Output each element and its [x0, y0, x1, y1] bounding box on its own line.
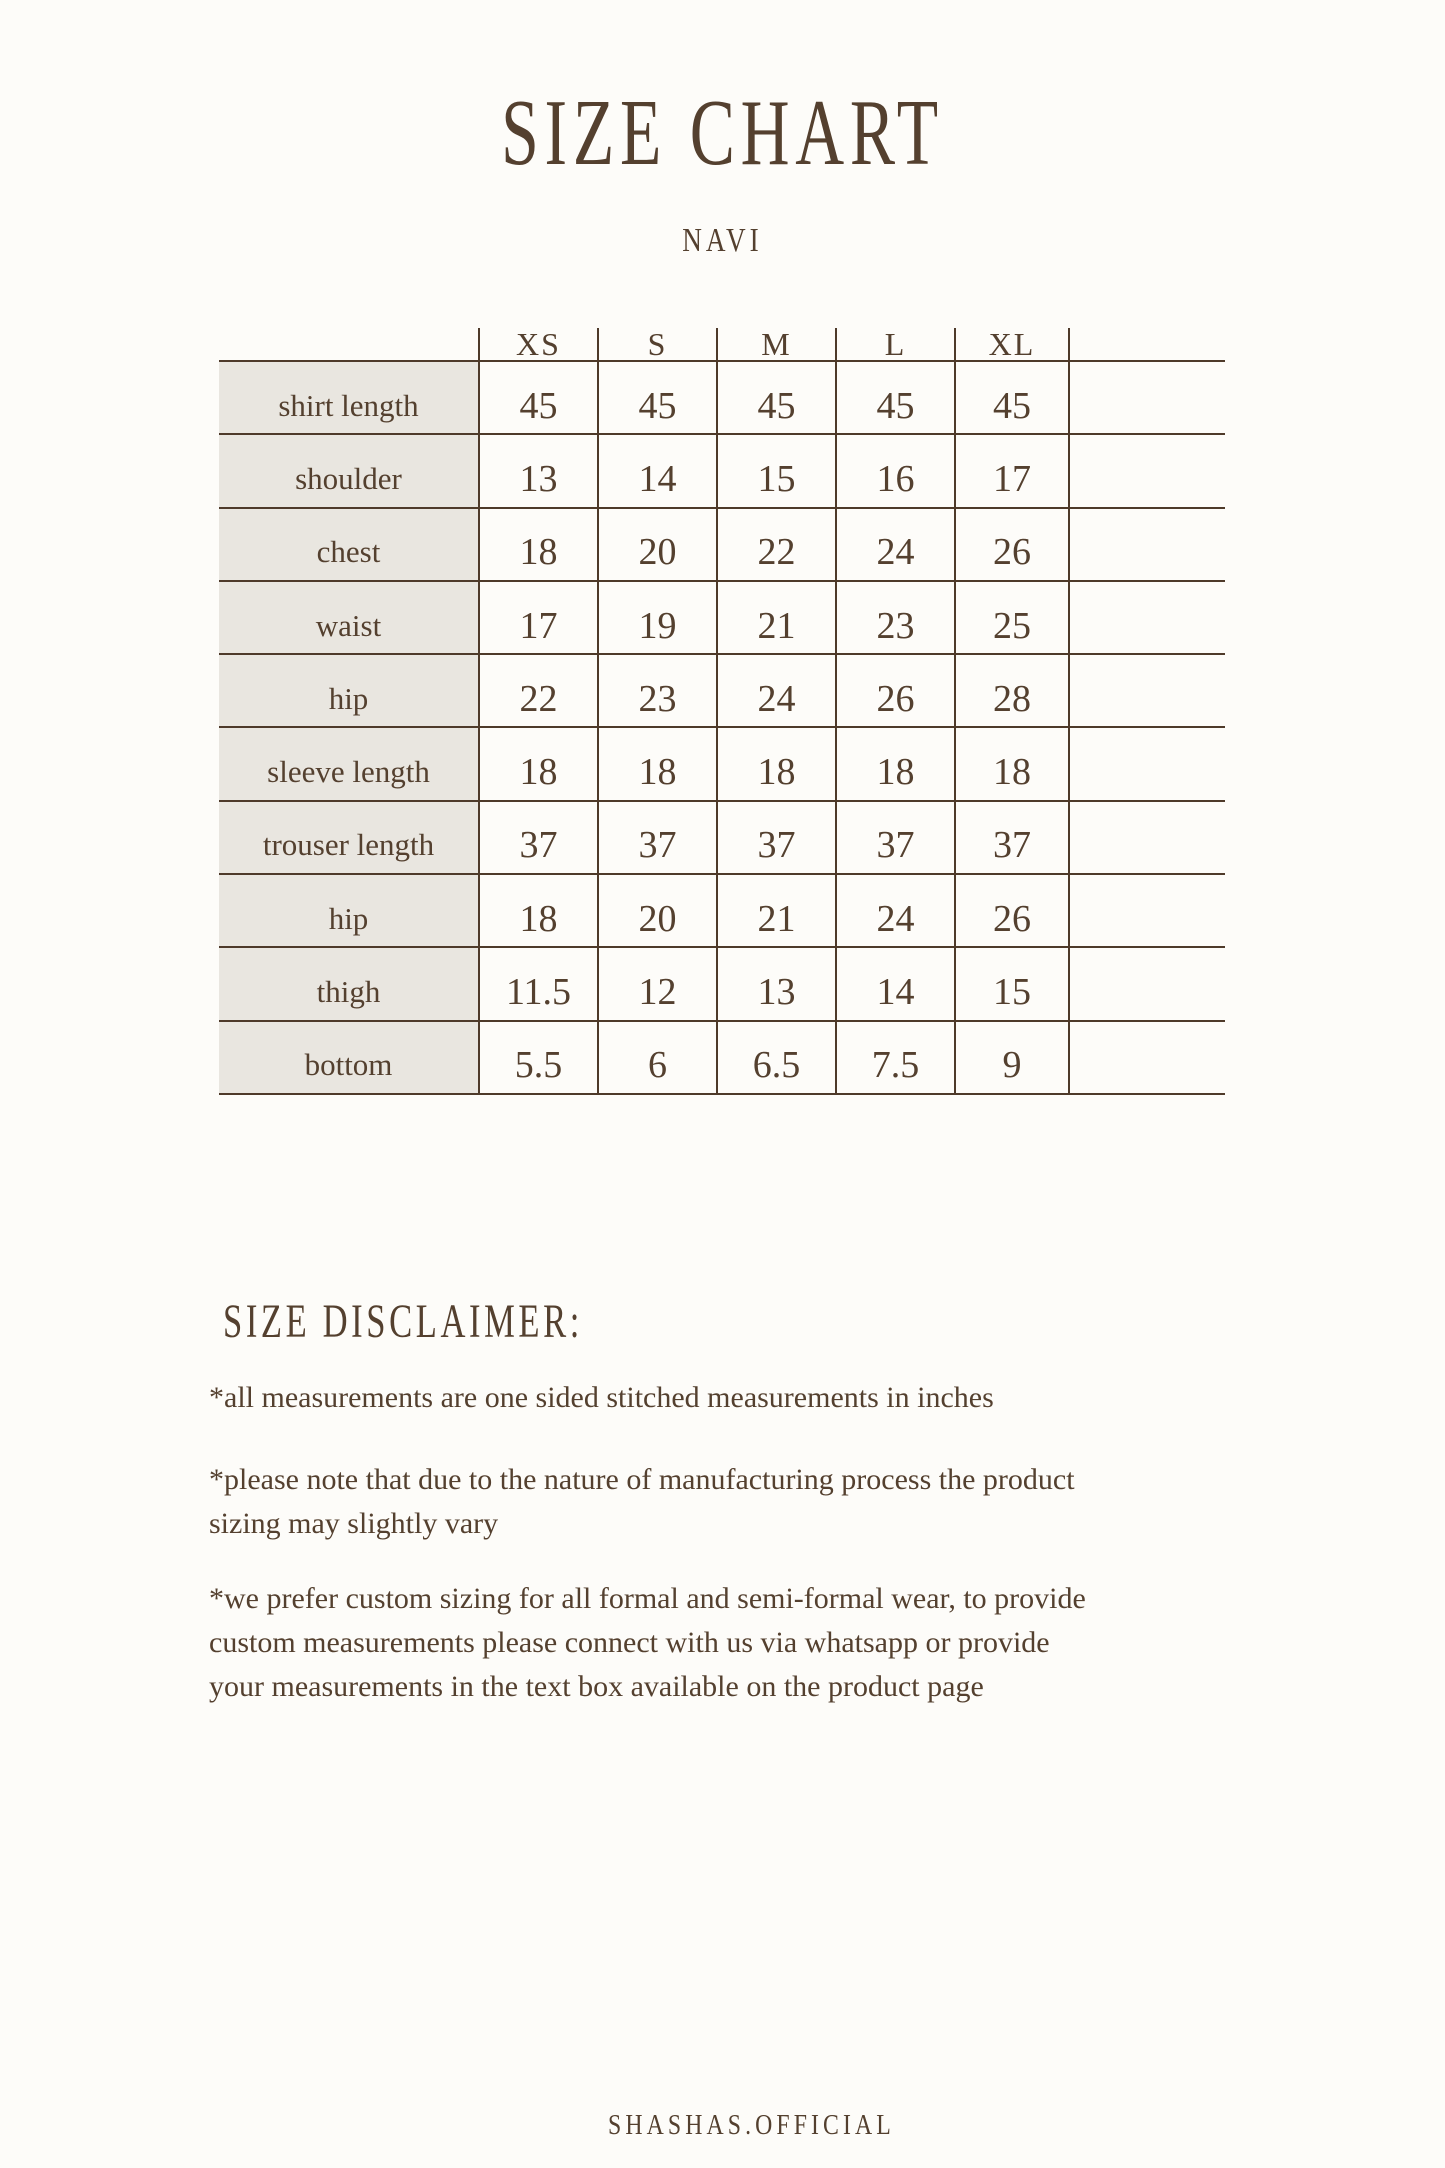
- size-value-cell: 45: [718, 362, 837, 435]
- disclaimer-line: your measurements in the text box available on the product page: [209, 1670, 984, 1703]
- empty-cell: [1070, 655, 1225, 728]
- size-value-cell: 25: [956, 582, 1070, 655]
- size-value-cell: 45: [480, 362, 599, 435]
- size-value-cell: 24: [837, 875, 956, 948]
- disclaimer-paragraph: [209, 1376, 1289, 1420]
- size-value-cell: 37: [480, 802, 599, 875]
- empty-cell: [1070, 435, 1225, 508]
- page-title: SIZE CHART: [501, 81, 944, 185]
- disclaimer-paragraph: [209, 1577, 1289, 1709]
- size-value-cell: 24: [718, 655, 837, 728]
- size-column-header: L: [837, 328, 956, 362]
- size-value-cell: 5.5: [480, 1022, 599, 1095]
- size-value-cell: 37: [956, 802, 1070, 875]
- size-value-cell: 37: [599, 802, 718, 875]
- size-value-cell: 6: [599, 1022, 718, 1095]
- size-value-cell: 23: [599, 655, 718, 728]
- row-label: trouser length: [219, 802, 480, 875]
- size-value-cell: 18: [480, 875, 599, 948]
- size-value-cell: 6.5: [718, 1022, 837, 1095]
- row-label: bottom: [219, 1022, 480, 1095]
- size-value-cell: 18: [718, 728, 837, 801]
- product-name: NAVI: [682, 222, 763, 259]
- table-corner-cell: [219, 328, 480, 362]
- disclaimer-line: sizing may slightly vary: [209, 1507, 499, 1540]
- disclaimer-line: *please note that due to the nature of manufacturing process the product: [209, 1463, 1075, 1496]
- size-value-cell: 45: [956, 362, 1070, 435]
- size-value-cell: 17: [480, 582, 599, 655]
- size-value-cell: 26: [956, 875, 1070, 948]
- size-value-cell: 11.5: [480, 948, 599, 1021]
- size-value-cell: 18: [480, 509, 599, 582]
- disclaimer-paragraph: [209, 1458, 1289, 1546]
- empty-cell: [1070, 802, 1225, 875]
- row-label: shirt length: [219, 362, 480, 435]
- size-value-cell: 18: [837, 728, 956, 801]
- brand-footer: SHASHAS.OFFICIAL: [608, 2109, 895, 2141]
- size-column-header: S: [599, 328, 718, 362]
- size-value-cell: 12: [599, 948, 718, 1021]
- size-table: [219, 325, 1225, 1095]
- row-label: sleeve length: [219, 728, 480, 801]
- size-value-cell: 24: [837, 509, 956, 582]
- size-value-cell: 21: [718, 875, 837, 948]
- size-value-cell: 26: [837, 655, 956, 728]
- size-value-cell: 16: [837, 435, 956, 508]
- size-value-cell: 19: [599, 582, 718, 655]
- size-value-cell: 15: [718, 435, 837, 508]
- size-column-header: XS: [480, 328, 599, 362]
- size-column-header: XL: [956, 328, 1070, 362]
- size-disclaimer: [209, 1294, 1289, 1709]
- empty-cell: [1070, 948, 1225, 1021]
- empty-cell: [1070, 362, 1225, 435]
- size-value-cell: 18: [599, 728, 718, 801]
- size-value-cell: 15: [956, 948, 1070, 1021]
- size-value-cell: 45: [837, 362, 956, 435]
- disclaimer-heading: SIZE DISCLAIMER:: [223, 1295, 583, 1348]
- empty-cell: [1070, 875, 1225, 948]
- size-value-cell: 7.5: [837, 1022, 956, 1095]
- size-value-cell: 37: [718, 802, 837, 875]
- size-value-cell: 28: [956, 655, 1070, 728]
- disclaimer-line: *we prefer custom sizing for all formal and semi-formal wear, to provide: [209, 1582, 1086, 1615]
- disclaimer-line: custom measurements please connect with us via whatsapp or provide: [209, 1626, 1050, 1659]
- row-label: waist: [219, 582, 480, 655]
- row-label: thigh: [219, 948, 480, 1021]
- size-value-cell: 14: [599, 435, 718, 508]
- size-value-cell: 14: [837, 948, 956, 1021]
- row-label: chest: [219, 509, 480, 582]
- size-value-cell: 18: [480, 728, 599, 801]
- size-value-cell: 37: [837, 802, 956, 875]
- size-value-cell: 23: [837, 582, 956, 655]
- size-value-cell: 22: [718, 509, 837, 582]
- empty-cell: [1070, 1022, 1225, 1095]
- size-value-cell: 13: [718, 948, 837, 1021]
- size-value-cell: 17: [956, 435, 1070, 508]
- size-value-cell: 26: [956, 509, 1070, 582]
- size-column-header: M: [718, 328, 837, 362]
- row-label: hip: [219, 875, 480, 948]
- disclaimer-line: *all measurements are one sided stitched measurements in inches: [209, 1381, 994, 1414]
- row-label: hip: [219, 655, 480, 728]
- empty-cell: [1070, 728, 1225, 801]
- empty-header-cell: [1070, 328, 1225, 362]
- size-value-cell: 13: [480, 435, 599, 508]
- empty-cell: [1070, 582, 1225, 655]
- size-value-cell: 45: [599, 362, 718, 435]
- size-value-cell: 18: [956, 728, 1070, 801]
- size-value-cell: 20: [599, 509, 718, 582]
- size-value-cell: 9: [956, 1022, 1070, 1095]
- size-value-cell: 20: [599, 875, 718, 948]
- size-value-cell: 21: [718, 582, 837, 655]
- size-value-cell: 22: [480, 655, 599, 728]
- row-label: shoulder: [219, 435, 480, 508]
- empty-cell: [1070, 509, 1225, 582]
